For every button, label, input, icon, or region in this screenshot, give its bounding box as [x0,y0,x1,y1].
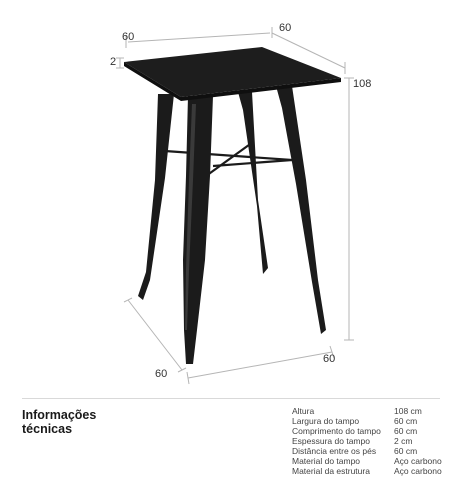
dimension-label-bottom-right: 60 [323,353,336,365]
spec-label: Material da estrutura [292,466,370,476]
spec-value: 60 cm [394,446,418,456]
tabletop-surface [124,47,341,97]
spec-value: Aço carbono [394,466,442,476]
spec-label: Largura do tampo [292,416,360,426]
spec-label: Espessura do tampo [292,436,370,446]
spec-value: 60 cm [394,426,418,436]
spec-label: Comprimento do tampo [292,426,381,436]
section-divider [22,398,440,399]
technical-info-title-line1: Informações [22,408,97,422]
back-leg [238,92,268,274]
spec-label: Altura [292,406,315,416]
spec-row [292,446,442,456]
dimension-label-top-left: 60 [122,31,135,43]
spec-list [292,406,442,476]
technical-info-title-line2: técnicas [22,422,73,436]
spec-value: 60 cm [394,416,418,426]
crossbars [165,142,292,176]
spec-label: Material do tampo [292,456,361,466]
spec-value: Aço carbono [394,456,442,466]
spec-row [292,406,442,416]
technical-info-title [22,408,132,436]
spec-label: Distância entre os pés [292,446,377,456]
dimension-label-top-right: 60 [279,22,292,34]
right-leg [276,86,326,334]
spec-row [292,456,442,466]
spec-row [292,466,442,476]
dimension-label-thickness: 2 [110,56,117,68]
spec-row [292,436,442,446]
left-leg [138,94,174,300]
dimension-label-bottom-left: 60 [155,368,168,380]
dimension-label-height: 108 [353,78,372,90]
spec-row [292,426,442,436]
spec-row [292,416,442,426]
spec-value: 108 cm [394,406,422,416]
spec-value: 2 cm [394,436,413,446]
